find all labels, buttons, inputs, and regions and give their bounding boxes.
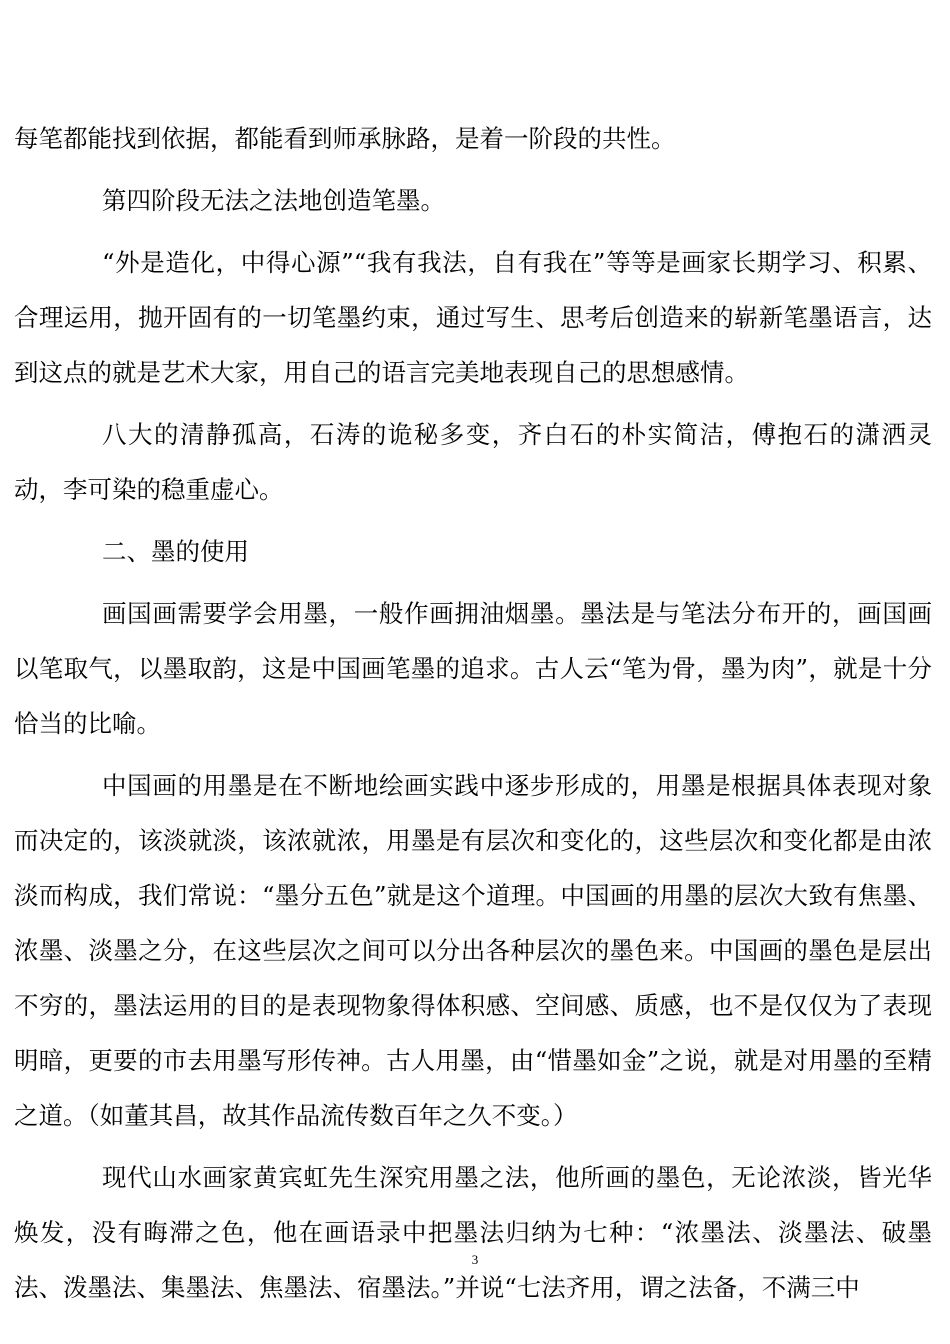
paragraph-ink-layers: 中国画的用墨是在不断地绘画实践中逐步形成的，用墨是根据具体表现对象而决定的，该淡就淡，该浓就浓，用墨是有层次和变化的，这些层次和变化都是由浓淡而构成，我们常说：“墨分五色”就是这个道理。中国画的用墨的层次大致有焦墨、浓墨、淡墨之分，在这些层次之间可以分出各种层次的墨色来。中国画的墨色是层出不穷的，墨法运用的目的是表现物象得体积感、空间感、质感，也不是仅仅为了表现明暗，更要的市去用墨写形传神。古人用墨，由“惜墨如金”之说，就是对用墨的至精之道。（如董其昌，故其作品流传数百年之久不变。）: [14, 771, 932, 1130]
paragraph-continuation: 每笔都能找到依据，都能看到师承脉路，是着一阶段的共性。: [14, 124, 676, 153]
paragraph-stage-four-heading: 第四阶段无法之法地创造笔墨。: [102, 186, 445, 215]
section-heading-ink-usage: 二、墨的使用: [102, 537, 249, 566]
paragraph-ink-intro: 画国画需要学会用墨，一般作画拥油烟墨。墨法是与笔法分布开的，画国画以笔取气，以墨取韵，这是中国画笔墨的追求。古人云“笔为骨，墨为肉”，就是十分恰当的比喻。: [14, 599, 932, 738]
paragraph-master-styles: 八大的清静孤高，石涛的诡秘多变，齐白石的朴实简洁，傅抱石的潇洒灵动，李可染的稳重虚心。: [14, 420, 932, 504]
body-text: [14, 111, 932, 1322]
paragraph-huang-binhong: 现代山水画家黄宾虹先生深究用墨之法，他所画的墨色，无论浓淡，皆光华焕发，没有晦滞之色，他在画语录中把墨法归纳为七种：“浓墨法、淡墨法、破墨法、泼墨法、集墨法、焦墨法、宿墨法。”并说“七法齐用，谓之法备，不满三中: [14, 1163, 932, 1302]
paragraph-creation: “外是造化，中得心源”“我有我法，自有我在”等等是画家长期学习、积累、合理运用，抛开固有的一切笔墨约束，通过写生、思考后创造来的崭新笔墨语言，达到这点的就是艺术大家，用自己的语言完美地表现自己的思想感情。: [14, 248, 932, 387]
page-number: 3: [471, 1252, 479, 1267]
